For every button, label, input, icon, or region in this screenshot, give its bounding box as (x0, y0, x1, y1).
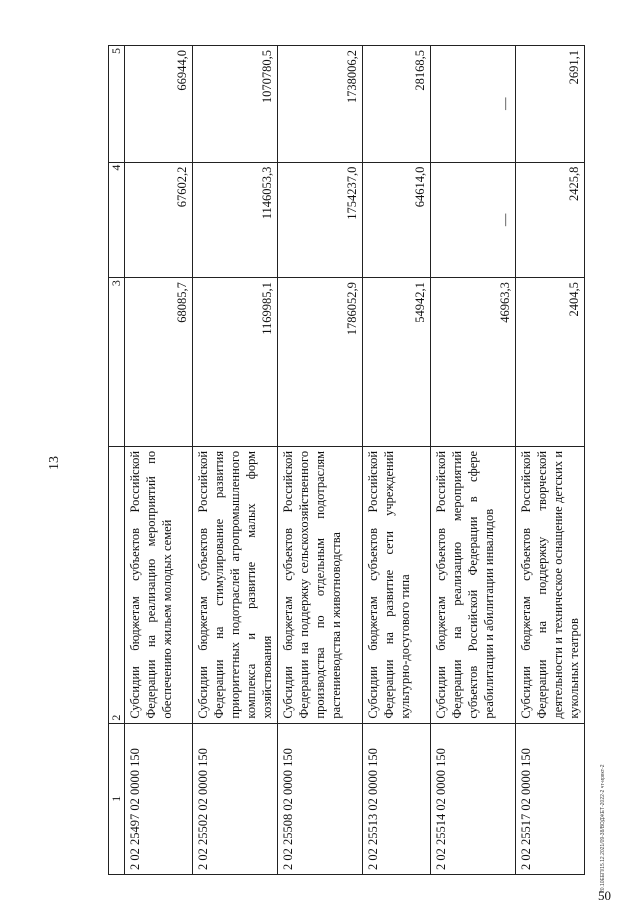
column-header: 4 (109, 162, 125, 277)
table-row (363, 46, 431, 875)
row-value-col4: 1146053,3 (193, 162, 278, 277)
row-value-col3: 46963,3 (431, 278, 516, 447)
table-row (278, 46, 363, 875)
page-number: 13 (47, 456, 62, 470)
row-code: 2 02 25513 02 0000 150 (363, 723, 431, 874)
column-header: 2 (109, 446, 125, 723)
row-value-col3: 2404,5 (516, 278, 585, 447)
row-description: Субсидии бюджетам субъектов Российской Федерации на реализацию мероприятий субъектов Российской Федерации в сфере реабилитации и абилитации инвалидов (431, 446, 516, 723)
row-code: 2 02 25508 02 0000 150 (278, 723, 363, 874)
row-value-col3: 1169985,1 (193, 278, 278, 447)
row-value-col4: — (431, 162, 516, 277)
row-value-col4: 64614,0 (363, 162, 431, 277)
column-header: 1 (109, 723, 125, 874)
budget-table (108, 45, 585, 875)
row-value-col5: 1738006,2 (278, 46, 363, 163)
row-code: 2 02 25502 02 0000 150 (193, 723, 278, 874)
table-header-row (109, 46, 125, 875)
row-value-col4: 67602,2 (125, 162, 193, 277)
row-code: 2 02 25497 02 0000 150 (125, 723, 193, 874)
row-description: Субсидии бюджетам субъектов Российской Федерации на реализацию мероприятий по обеспечению жильем молодых семей (125, 446, 193, 723)
row-value-col5: 2691,1 (516, 46, 585, 163)
rotated-table-container (108, 45, 588, 875)
table-row (431, 46, 516, 875)
row-value-col3: 1786052,9 (278, 278, 363, 447)
footer-code: 20.10ЕЕП/15.12.2021/09-38/ВОДЖЕТ-2022-2 чт-ирвкт-2 (600, 764, 606, 893)
row-value-col5: — (431, 46, 516, 163)
row-description: Субсидии бюджетам субъектов Российской Федерации на стимулирование развития приоритетных подотраслей агропромышленного комплекса и развитие малых форм хозяйствования (193, 446, 278, 723)
table-row (516, 46, 585, 875)
row-value-col5: 28168,5 (363, 46, 431, 163)
row-description: Субсидии бюджетам субъектов Российской Федерации на поддержку сельскохозяйственного производства по отдельным подотраслям растениеводства и животноводства (278, 446, 363, 723)
row-value-col3: 54942,1 (363, 278, 431, 447)
column-header: 5 (109, 46, 125, 163)
row-description: Субсидии бюджетам субъектов Российской Федерации на поддержку творческой деятельности и техническое оснащение детских и кукольных театров (516, 446, 585, 723)
column-header: 3 (109, 278, 125, 447)
row-value-col4: 1754237,0 (278, 162, 363, 277)
table-row (193, 46, 278, 875)
row-value-col5: 1070780,5 (193, 46, 278, 163)
row-value-col3: 68085,7 (125, 278, 193, 447)
row-description: Субсидии бюджетам субъектов Российской Федерации на развитие сети учреждений культурно-досугового типа (363, 446, 431, 723)
row-value-col5: 66944,0 (125, 46, 193, 163)
row-code: 2 02 25517 02 0000 150 (516, 723, 585, 874)
row-code: 2 02 25514 02 0000 150 (431, 723, 516, 874)
row-value-col4: 2425,8 (516, 162, 585, 277)
sheet-number: 50 (598, 888, 611, 903)
table-row (125, 46, 193, 875)
